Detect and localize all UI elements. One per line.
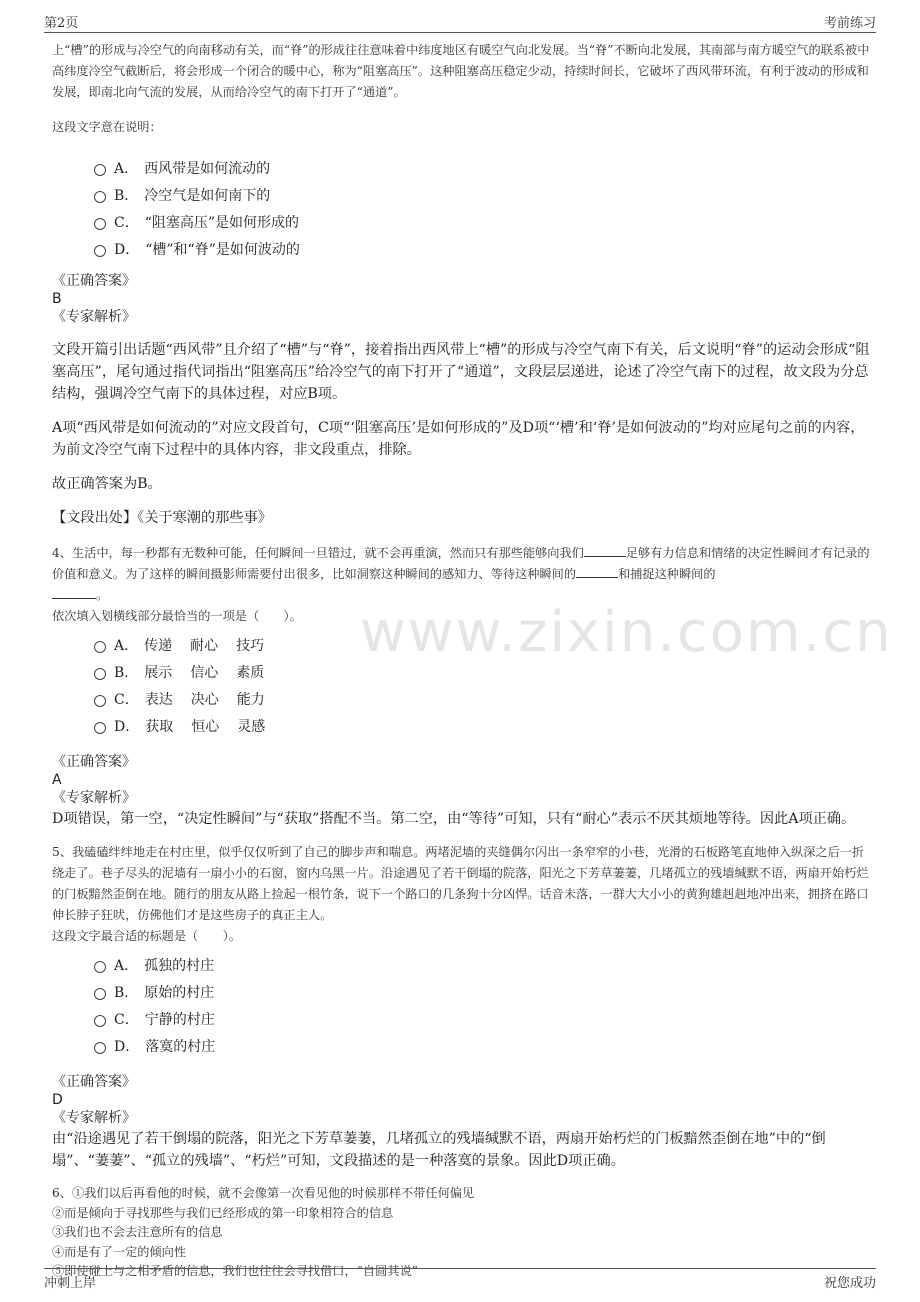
q3-option-c[interactable]: C． “阻塞高压”是如何形成的 bbox=[94, 208, 872, 235]
radio-icon[interactable] bbox=[94, 668, 106, 680]
q5-analysis-label: 《专家解析》 bbox=[52, 1110, 136, 1126]
q4-answer-label: 《正确答案》 bbox=[52, 754, 136, 770]
q3-options bbox=[94, 154, 872, 262]
q4-analysis-label: 《专家解析》 bbox=[52, 790, 136, 806]
q3-option-a[interactable]: A． 西风带是如何流动的 bbox=[94, 154, 872, 181]
radio-icon[interactable] bbox=[94, 218, 106, 230]
radio-icon[interactable] bbox=[94, 1015, 106, 1027]
q5-answer: D bbox=[52, 1092, 63, 1108]
q6-line: ③我们也不会去注意所有的信息 bbox=[52, 1225, 223, 1239]
q6-stem bbox=[52, 1184, 872, 1282]
q6-line: ⑤即使碰上与之相矛盾的信息，我们也往往会寻找借口，“自圆其说” bbox=[52, 1264, 418, 1278]
footer-right: 祝您成功 bbox=[823, 1276, 876, 1291]
q5-prompt: 这段文字最合适的标题是（ ）。 bbox=[52, 929, 241, 943]
radio-icon[interactable] bbox=[94, 1042, 106, 1054]
radio-icon[interactable] bbox=[94, 164, 106, 176]
header-title: 考前练习 bbox=[823, 16, 876, 31]
radio-icon[interactable] bbox=[94, 695, 106, 707]
q3-analysis-3: 故正确答案为B。 bbox=[52, 476, 162, 492]
q6-line: ②而是倾向于寻找那些与我们已经形成的第一印象相符合的信息 bbox=[52, 1205, 394, 1220]
q5-answer-label: 《正确答案》 bbox=[52, 1074, 136, 1090]
blank-line bbox=[52, 586, 96, 599]
q3-analysis-label: 《专家解析》 bbox=[52, 309, 136, 325]
footer-left: 冲刺上岸 bbox=[44, 1276, 97, 1291]
page-footer bbox=[44, 1268, 876, 1292]
q4-stem: 4、生活中，每一秒都有无数种可能，任何瞬间一旦错过，就不会再重演，然而只有那些能够向我们 足够有力信息和情绪的决定性瞬间才有记录的价值和意义。为了这样的瞬间摄影师需要付出很多，比如洞察这种瞬间的感知力、等待这种瞬间的 和捕捉这种瞬间的 。 bbox=[52, 546, 870, 602]
q6-line: 6、①我们以后再看他的时候，就不会像第一次看见他的时候那样不带任何偏见 bbox=[52, 1186, 475, 1200]
blank-line bbox=[576, 565, 618, 578]
q4-option-c[interactable]: C． 表达 决心 能力 bbox=[94, 685, 872, 712]
q3-option-d[interactable]: D． “槽”和“脊”是如何波动的 bbox=[94, 235, 872, 262]
q5-option-c[interactable]: C． 宁静的村庄 bbox=[94, 1005, 872, 1032]
q3-source: 【文段出处】《关于寒潮的那些事》 bbox=[52, 510, 272, 526]
q5-stem: 5、我磕磕绊绊地走在村庄里，似乎仅仅听到了自己的脚步声和喘息。两堵泥墙的夹缝偶尔闪出一条窄窄的小巷，光滑的石板路笔直地伸入纵深之后一折绕走了。巷子尽头的泥墙有一扇小小的石窗，窗内乌黑一片。沿途遇见了若干倒塌的院落，阳光之下芳草萋萋，几堵孤立的残墙缄默不语，两扇开始朽烂的门板黯然歪倒在地。随行的朋友从路上捡起一根竹条，说下一个路口的几条狗十分凶悍。话音未落，一群大大小小的黄狗雄赳赳地冲出来，拥挤在路口伸长脖子狂吠，仿佛他们才是这些房子的真正主人。 bbox=[52, 845, 869, 922]
page-header bbox=[44, 12, 876, 33]
q3-prompt: 这段文字意在说明： bbox=[52, 120, 162, 134]
q4-prompt: 依次填入划横线部分最恰当的一项是（ ）。 bbox=[52, 609, 302, 623]
radio-icon[interactable] bbox=[94, 245, 106, 257]
q3-answer-label: 《正确答案》 bbox=[52, 273, 136, 289]
q4-option-b[interactable]: B． 展示 信心 素质 bbox=[94, 658, 872, 685]
q5-analysis: 由“沿途遇见了若干倒塌的院落，阳光之下芳草萋萋，几堵孤立的残墙缄默不语，两扇开始朽烂的门板黯然歪倒在地”中的“倒塌”、“萋萋”、“孤立的残墙”、“朽烂”可知，文段描述的是一种落寞的景象。因此D项正确。 bbox=[52, 1131, 826, 1169]
watermark: www.zixin.com.cn bbox=[360, 600, 893, 665]
q3-passage: 上“槽”的形成与冷空气的向南移动有关，而“脊”的形成往往意味着中纬度地区有暖空气向北发展。当“脊”不断向北发展，其南部与南方暖空气的联系被中高纬度冷空气截断后，将会形成一个闭合的暖中心，称为“阻塞高压”。这种阻塞高压稳定少动，持续时间长，它破坏了西风带环流，有利于波动的形成和发展，即南北向气流的发展，从而给冷空气的南下打开了“通道”。 bbox=[52, 43, 870, 99]
q4-option-d[interactable]: D． 获取 恒心 灵感 bbox=[94, 712, 872, 739]
q5-option-b[interactable]: B． 原始的村庄 bbox=[94, 978, 872, 1005]
q3-answer: B bbox=[52, 291, 62, 307]
q4-answer: A bbox=[52, 772, 62, 788]
radio-icon[interactable] bbox=[94, 191, 106, 203]
blank-line bbox=[584, 544, 626, 557]
q3-option-b[interactable]: B． 冷空气是如何南下的 bbox=[94, 181, 872, 208]
q3-analysis-1: 文段开篇引出话题“西风带”且介绍了“槽”与“脊”，接着指出西风带上“槽”的形成与冷空气南下有关，后文说明“脊”的运动会形成“阻塞高压”，尾句通过指代词指出“阻塞高压”给冷空气的南下打开了“通道”，文段层层递进，论述了冷空气南下的过程，故文段为分总结构，强调冷空气南下的具体过程，对应B项。 bbox=[52, 342, 870, 402]
page-number: 第2页 bbox=[44, 16, 79, 31]
q6-line: ④而是有了一定的倾向性 bbox=[52, 1244, 187, 1259]
q5-options bbox=[94, 951, 872, 1059]
radio-icon[interactable] bbox=[94, 988, 106, 1000]
radio-icon[interactable] bbox=[94, 722, 106, 734]
q3-analysis-2: A项“西风带是如何流动的”对应文段首句，C项“‘阻塞高压’是如何形成的”及D项“‘槽’和‘脊’是如何波动的”均对应尾句之前的内容，为前文冷空气南下过程中的具体内容，非文段重点，排除。 bbox=[52, 420, 865, 458]
radio-icon[interactable] bbox=[94, 961, 106, 973]
q4-options bbox=[94, 631, 872, 739]
q4-option-a[interactable]: A． 传递 耐心 技巧 bbox=[94, 631, 872, 658]
radio-icon[interactable] bbox=[94, 641, 106, 653]
document-body bbox=[52, 40, 872, 1282]
q5-option-a[interactable]: A． 孤独的村庄 bbox=[94, 951, 872, 978]
q4-analysis: D项错误，第一空，“决定性瞬间”与“获取”搭配不当。第二空，由“等待”可知，只有“耐心”表示不厌其烦地等待。因此A项正确。 bbox=[52, 811, 856, 827]
q5-option-d[interactable]: D． 落寞的村庄 bbox=[94, 1032, 872, 1059]
